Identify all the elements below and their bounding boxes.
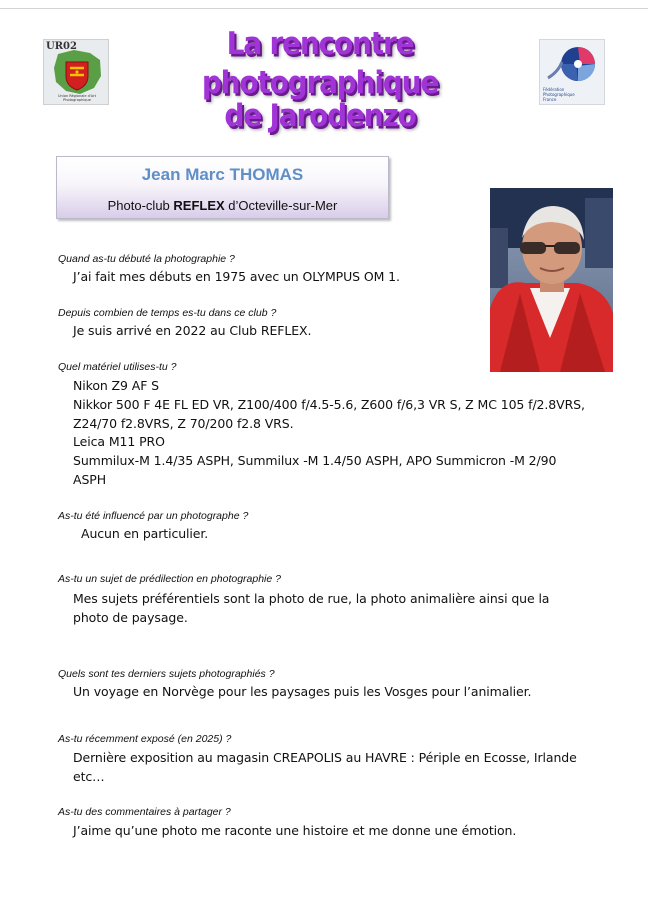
answer-1: J’ai fait mes débuts en 1975 avec un OLYMPUS OM 1. [73,269,400,284]
answer-7-line-1: Dernière exposition au magasin CREAPOLIS au HAVRE : Périple en Ecosse, Irlande [73,750,577,765]
profile-club: Photo-club REFLEX d’Octeville-sur-Mer [107,198,338,213]
answer-7-line-2: etc… [73,769,105,784]
answer-3-line-4: Leica M11 PRO [73,434,165,449]
answer-2: Je suis arrivé en 2022 au Club REFLEX. [73,323,312,338]
answer-8: J’aime qu’une photo me raconte une histoire et me donne une émotion. [73,823,517,838]
ffp-logo [539,39,605,105]
question-3: Quel matériel utilises-tu ? [58,361,177,373]
page-title-line-2: de Jarodenzo [224,97,416,134]
logo-code: UR02 [46,41,77,52]
profile-name: Jean Marc THOMAS [141,165,304,184]
page-title-line-1: La rencontre photographique [201,24,439,102]
logo-caption: Union Régionale d'Art Photographique [58,94,96,102]
ffp-logo-caption: Fédération Photographique France [543,87,575,102]
question-5: As-tu un sujet de prédilection en photographie ? [58,573,281,585]
answer-3-line-2: Nikkor 500 F 4E FL ED VR, Z100/400 f/4.5-5.6, Z600 f/6,3 VR S, Z MC 105 f/2.8VRS, [73,397,585,412]
answer-3-line-1: Nikon Z9 AF S [73,378,159,393]
question-2: Depuis combien de temps es-tu dans ce club ? [58,307,277,319]
question-8: As-tu des commentaires à partager ? [58,806,231,818]
portrait-photo [490,188,613,372]
answer-6: Un voyage en Norvège pour les paysages puis les Vosges pour l’animalier. [73,684,532,699]
answer-3-line-3: Z24/70 f2.8VRS, Z 70/200 f2.8 VRS. [73,416,294,431]
page-title [140,24,500,134]
answer-3-line-5: Summilux-M 1.4/35 ASPH, Summilux -M 1.4/50 ASPH, APO Summicron -M 2/90 [73,453,557,468]
regional-union-logo [43,39,109,105]
answer-4: Aucun en particulier. [81,526,209,541]
question-4: As-tu été influencé par un photographe ? [58,510,249,522]
answer-5-line-1: Mes sujets préférentiels sont la photo de rue, la photo animalière ainsi que la [73,591,550,606]
answer-5-line-2: photo de paysage. [73,610,188,625]
question-6: Quels sont tes derniers sujets photographiés ? [58,668,275,680]
answer-3-line-6: ASPH [73,472,107,487]
profile-name-box [56,156,389,219]
page-top-border [0,8,648,9]
question-1: Quand as-tu débuté la photographie ? [58,253,235,265]
question-7: As-tu récemment exposé (en 2025) ? [58,733,232,745]
